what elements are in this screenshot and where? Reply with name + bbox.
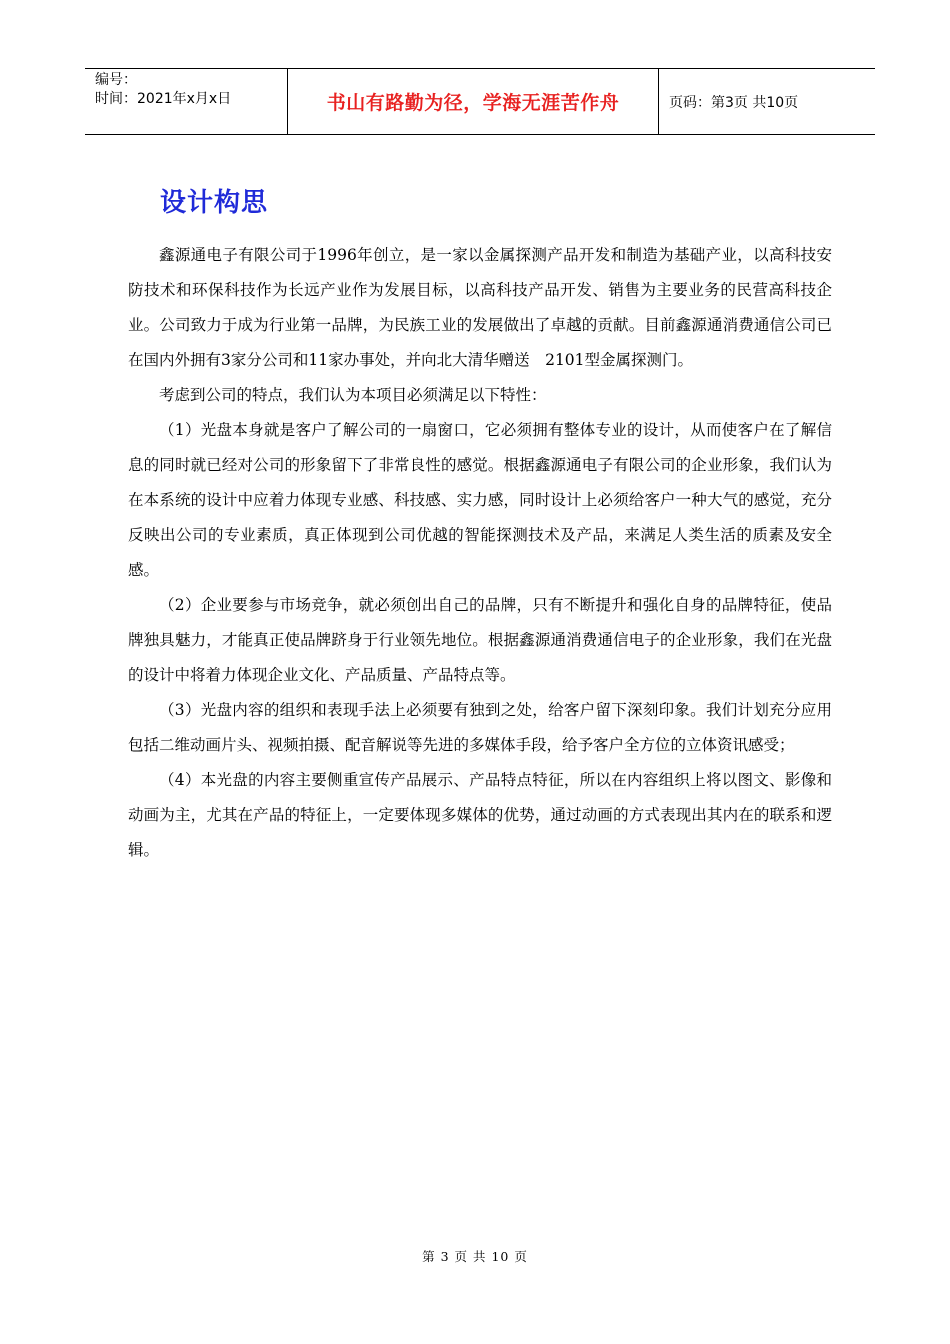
paragraph-requirements: 考虑到公司的特点，我们认为本项目必须满足以下特性： xyxy=(159,386,547,404)
header-page-info: 页码：第3页 共10页 xyxy=(669,94,799,111)
document-number-label: 编号： xyxy=(95,72,137,88)
page-header xyxy=(85,68,875,135)
document-title: 设计构思 xyxy=(160,188,269,218)
header-motto: 书山有路勤为径，学海无涯苦作舟 xyxy=(287,69,659,134)
document-body xyxy=(128,238,832,868)
document-time: 时间：2021年x月x日 xyxy=(95,91,232,107)
paragraph-point-1: （1）光盘本身就是客户了解公司的一扇窗口，它必须拥有整体专业的设计，从而使客户在了解信息的同时就已经对公司的形象留下了非常良性的感觉。根据鑫源通电子有限公司的企业形象，我们认为在本系统的设计中应着力体现专业感、科技感、实力感，同时设计上必须给客户一种大气的感觉，充分反映出公司的专业素质，真正体现到公司优越的智能探测技术及产品，来满足人类生活的质素及安全感。 xyxy=(128,421,832,579)
paragraph-point-3: （3）光盘内容的组织和表现手法上必须要有独到之处，给客户留下深刻印象。我们计划充分应用包括二维动画片头、视频拍摄、配音解说等先进的多媒体手段，给予客户全方位的立体资讯感受； xyxy=(128,701,832,754)
paragraph-point-4: （4）本光盘的内容主要侧重宣传产品展示、产品特点特征，所以在内容组织上将以图文、影像和动画为主，尤其在产品的特征上，一定要体现多媒体的优势，通过动画的方式表现出其内在的联系和逻辑。 xyxy=(128,771,832,859)
paragraph-point-2: （2）企业要参与市场竞争，就必须创出自己的品牌，只有不断提升和强化自身的品牌特征，使品牌独具魅力，才能真正使品牌跻身于行业领先地位。根据鑫源通消费通信电子的企业形象，我们在光盘的设计中将着力体现企业文化、产品质量、产品特点等。 xyxy=(128,596,832,684)
header-meta xyxy=(85,69,287,134)
paragraph-intro: 鑫源通电子有限公司于1996年创立，是一家以金属探测产品开发和制造为基础产业，以高科技安防技术和环保科技作为长远产业作为发展目标，以高科技产品开发、销售为主要业务的民营高科技企业。公司致力于成为行业第一品牌，为民族工业的发展做出了卓越的贡献。目前鑫源通消费通信公司已在国内外拥有3家分公司和11家办事处，并向北大清华赠送 2101型金属探测门。 xyxy=(128,246,832,369)
page-footer-number: 第 3 页 共 10 页 xyxy=(422,1249,528,1264)
